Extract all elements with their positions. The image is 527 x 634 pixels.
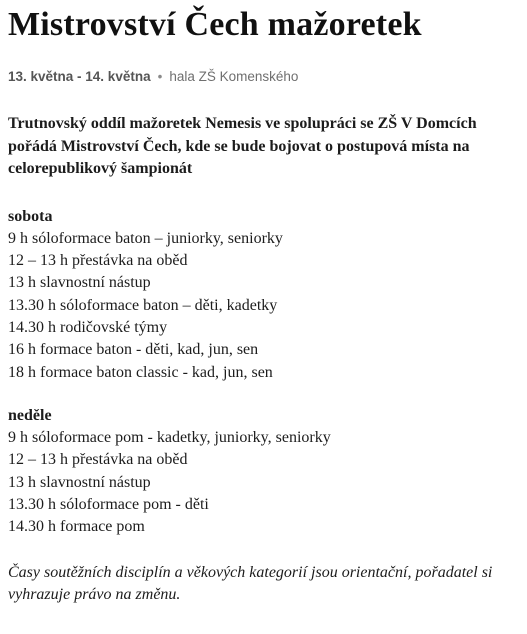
schedule-item: 9 h sóloformace pom - kadetky, juniorky, seniorky <box>8 429 331 447</box>
schedule-item: 13.30 h sóloformace baton – děti, kadetky <box>8 296 278 314</box>
event-lead: Trutnovský oddíl mažoretek Nemesis ve spolupráci se ZŠ V Domcích pořádá Mistrovství Čech, kde se bude bojovat o postupová místa na celorepublikový šampionát <box>8 115 477 177</box>
day-heading: neděle <box>8 406 52 424</box>
day-heading: sobota <box>8 207 53 225</box>
event-article <box>8 0 520 607</box>
event-venue: hala ZŠ Komenského <box>169 69 299 84</box>
schedule-item: 18 h formace baton classic - kad, jun, sen <box>8 363 273 381</box>
schedule-item: 14.30 h formace pom <box>8 518 145 536</box>
schedule-list <box>8 427 520 538</box>
schedule-day-sunday <box>8 405 520 539</box>
schedule-item: 12 – 13 h přestávka na oběd <box>8 451 188 469</box>
meta-separator: • <box>157 69 163 84</box>
schedule-item: 9 h sóloformace baton – juniorky, seniorky <box>8 229 283 247</box>
event-meta <box>8 68 520 86</box>
event-title: Mistrovství Čech mažoretek <box>8 6 422 43</box>
schedule-item: 14.30 h rodičovské týmy <box>8 318 168 336</box>
schedule-item: 13.30 h sóloformace pom - děti <box>8 496 209 514</box>
schedule-day-saturday <box>8 206 520 384</box>
event-date: 13. května - 14. května <box>8 69 151 84</box>
schedule-item: 12 – 13 h přestávka na oběd <box>8 252 188 270</box>
schedule-item: 13 h slavnostní nástup <box>8 473 151 491</box>
schedule-item: 13 h slavnostní nástup <box>8 274 151 292</box>
disclaimer-note: Časy soutěžních disciplín a věkových kategorií jsou orientační, pořadatel si vyhrazuje právo na změnu. <box>8 563 493 604</box>
schedule-item: 16 h formace baton - děti, kad, jun, sen <box>8 341 259 359</box>
schedule-list <box>8 228 520 384</box>
